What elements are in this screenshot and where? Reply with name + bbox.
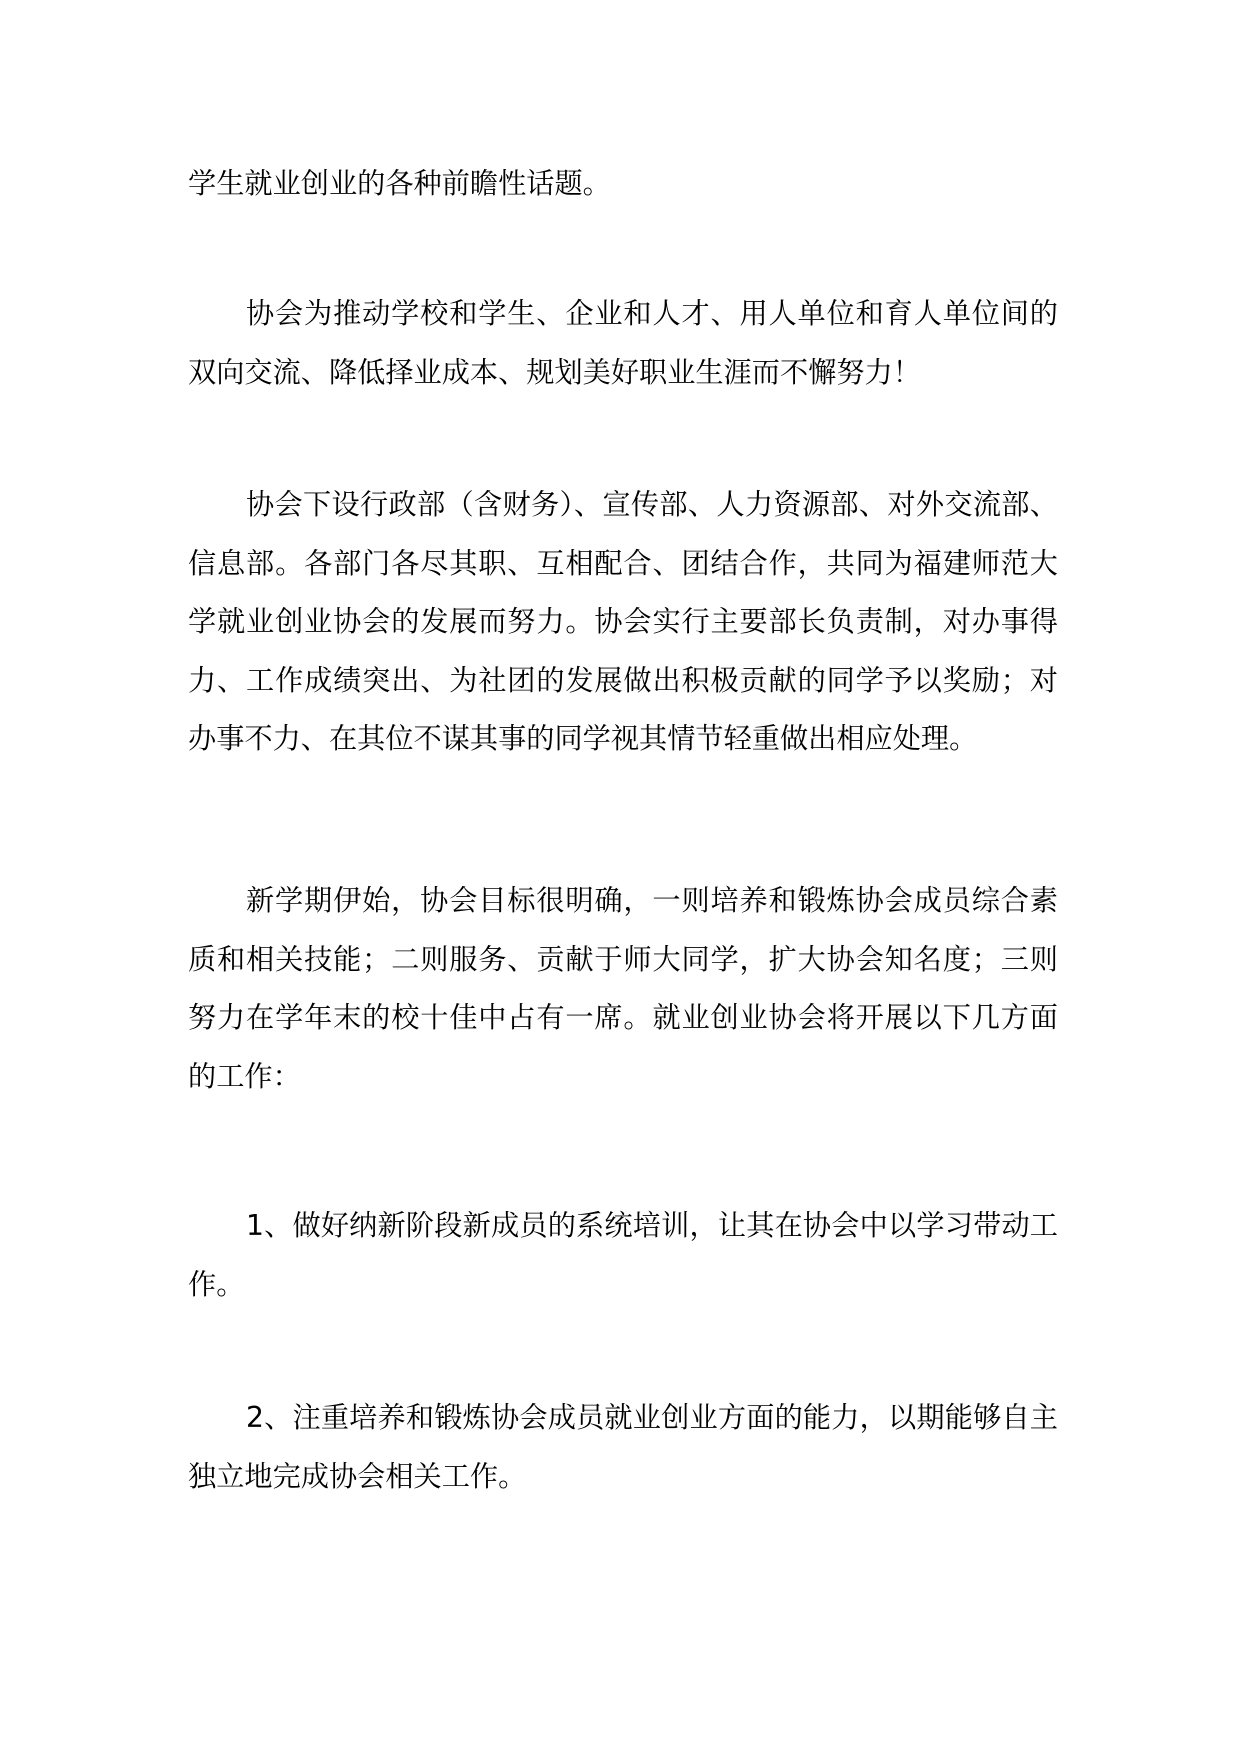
paragraph-association-mission: 协会为推动学校和学生、企业和人才、用人单位和育人单位间的双向交流、降低择业成本、规划美好职业生涯而不懈努力！ — [188, 297, 1058, 389]
paragraph-semester-goals: 新学期伊始，协会目标很明确，一则培养和锻炼协会成员综合素质和相关技能；二则服务、贡献于师大同学，扩大协会知名度；三则努力在学年末的校十佳中占有一席。就业创业协会将开展以下几方面的工作： — [188, 884, 1058, 1093]
paragraph-intro-continuation: 学生就业创业的各种前瞻性话题。 — [188, 167, 611, 200]
paragraph-item-2: 2、注重培养和锻炼协会成员就业创业方面的能力，以期能够自主独立地完成协会相关工作。 — [188, 1401, 1058, 1493]
paragraph-item-1: 1、做好纳新阶段新成员的系统培训，让其在协会中以学习带动工作。 — [188, 1209, 1058, 1301]
paragraph-departments: 协会下设行政部（含财务）、宣传部、人力资源部、对外交流部、信息部。各部门各尽其职、互相配合、团结合作，共同为福建师范大学就业创业协会的发展而努力。协会实行主要部长负责制，对办事得力、工作成绩突出、为社团的发展做出积极贡献的同学予以奖励；对办事不力、在其位不谋其事的同学视其情节轻重做出相应处理。 — [188, 488, 1058, 755]
